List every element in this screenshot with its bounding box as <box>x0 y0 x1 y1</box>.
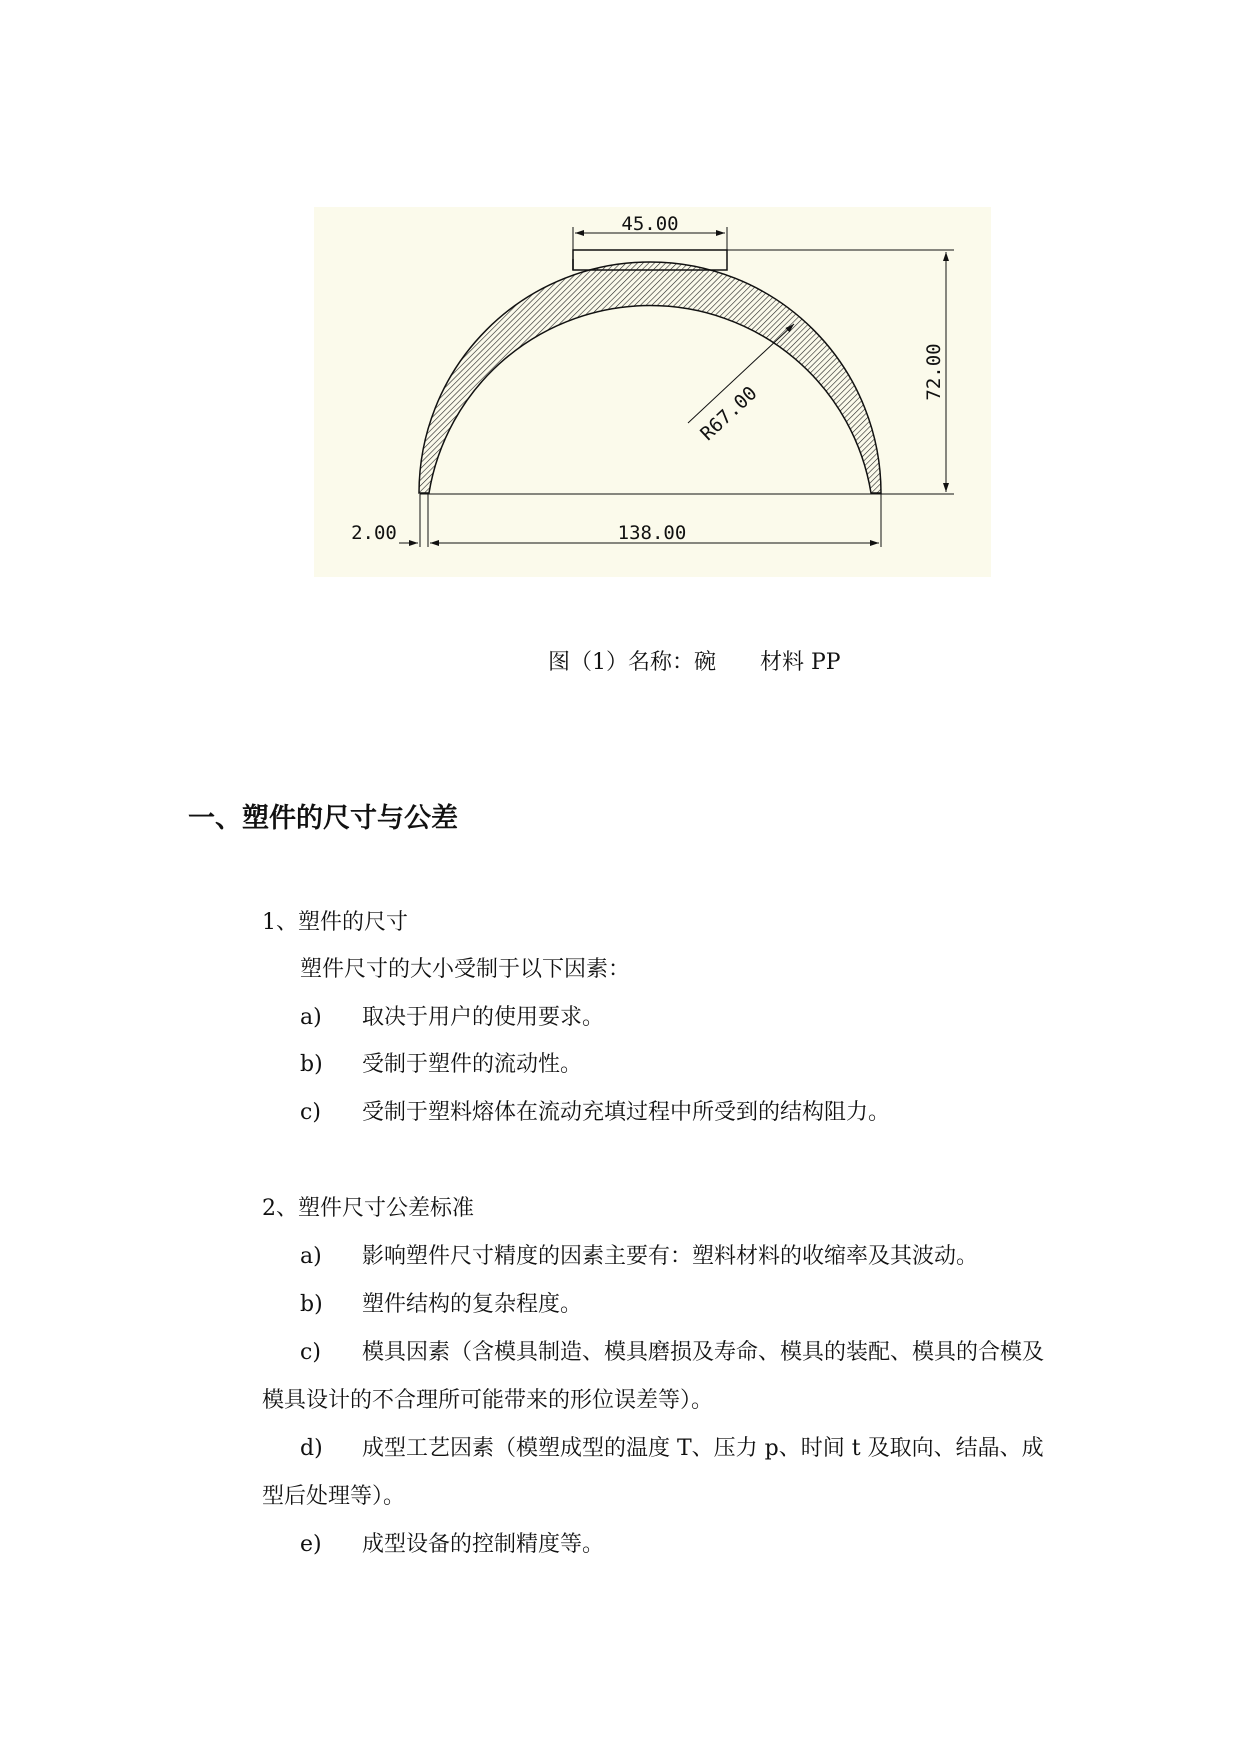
list-item-continuation: 型后处理等）。 <box>262 1484 406 1509</box>
list-item <box>300 1527 604 1558</box>
list-text: 受制于塑件的流动性。 <box>362 1052 583 1077</box>
subsection-heading: 2、塑件尺寸公差标准 <box>262 1196 474 1221</box>
list-label: c) <box>300 1100 321 1125</box>
dim-height: 72.00 <box>923 343 945 401</box>
list-item <box>300 1287 582 1318</box>
subsection-intro: 塑件尺寸的大小受制于以下因素： <box>300 957 631 982</box>
list-item <box>300 1000 604 1031</box>
section-title: 一、塑件的尺寸与公差 <box>188 803 458 834</box>
list-label: b) <box>300 1292 323 1317</box>
list-text: 受制于塑料熔体在流动充填过程中所受到的结构阻力。 <box>362 1100 891 1125</box>
list-text: 塑件结构的复杂程度。 <box>362 1292 583 1317</box>
list-item <box>300 1335 1044 1366</box>
list-item-continuation: 模具设计的不合理所可能带来的形位误差等）。 <box>262 1388 714 1413</box>
list-label: e) <box>300 1532 322 1557</box>
list-text: 成型工艺因素（模塑成型的温度 T、压力 p、时间 t 及取向、结晶、成 <box>362 1436 1044 1461</box>
bowl-wall <box>419 262 881 493</box>
list-text: 影响塑件尺寸精度的因素主要有：塑料材料的收缩率及其波动。 <box>362 1244 979 1269</box>
list-label: d) <box>300 1436 323 1461</box>
list-label: a) <box>300 1244 322 1269</box>
list-item <box>300 1047 582 1078</box>
dim-thickness: 2.00 <box>351 522 397 544</box>
list-item <box>300 1095 890 1126</box>
figure-caption: 图（1）名称：碗 材料 PP <box>548 650 841 675</box>
subsection-heading: 1、塑件的尺寸 <box>262 910 408 935</box>
dim-base-width: 138.00 <box>617 522 687 544</box>
bowl-drawing <box>314 207 991 577</box>
list-label: a) <box>300 1005 322 1030</box>
list-item <box>300 1431 1044 1462</box>
list-text: 成型设备的控制精度等。 <box>362 1532 605 1557</box>
dim-radius: R67.00 <box>696 382 762 446</box>
list-text: 取决于用户的使用要求。 <box>362 1005 605 1030</box>
list-label: b) <box>300 1052 323 1077</box>
bowl-dimension-drawing <box>314 207 991 577</box>
list-label: c) <box>300 1340 321 1365</box>
list-item <box>300 1239 978 1270</box>
dim-top-width: 45.00 <box>621 213 679 235</box>
list-text: 模具因素（含模具制造、模具磨损及寿命、模具的装配、模具的合模及 <box>362 1340 1045 1365</box>
